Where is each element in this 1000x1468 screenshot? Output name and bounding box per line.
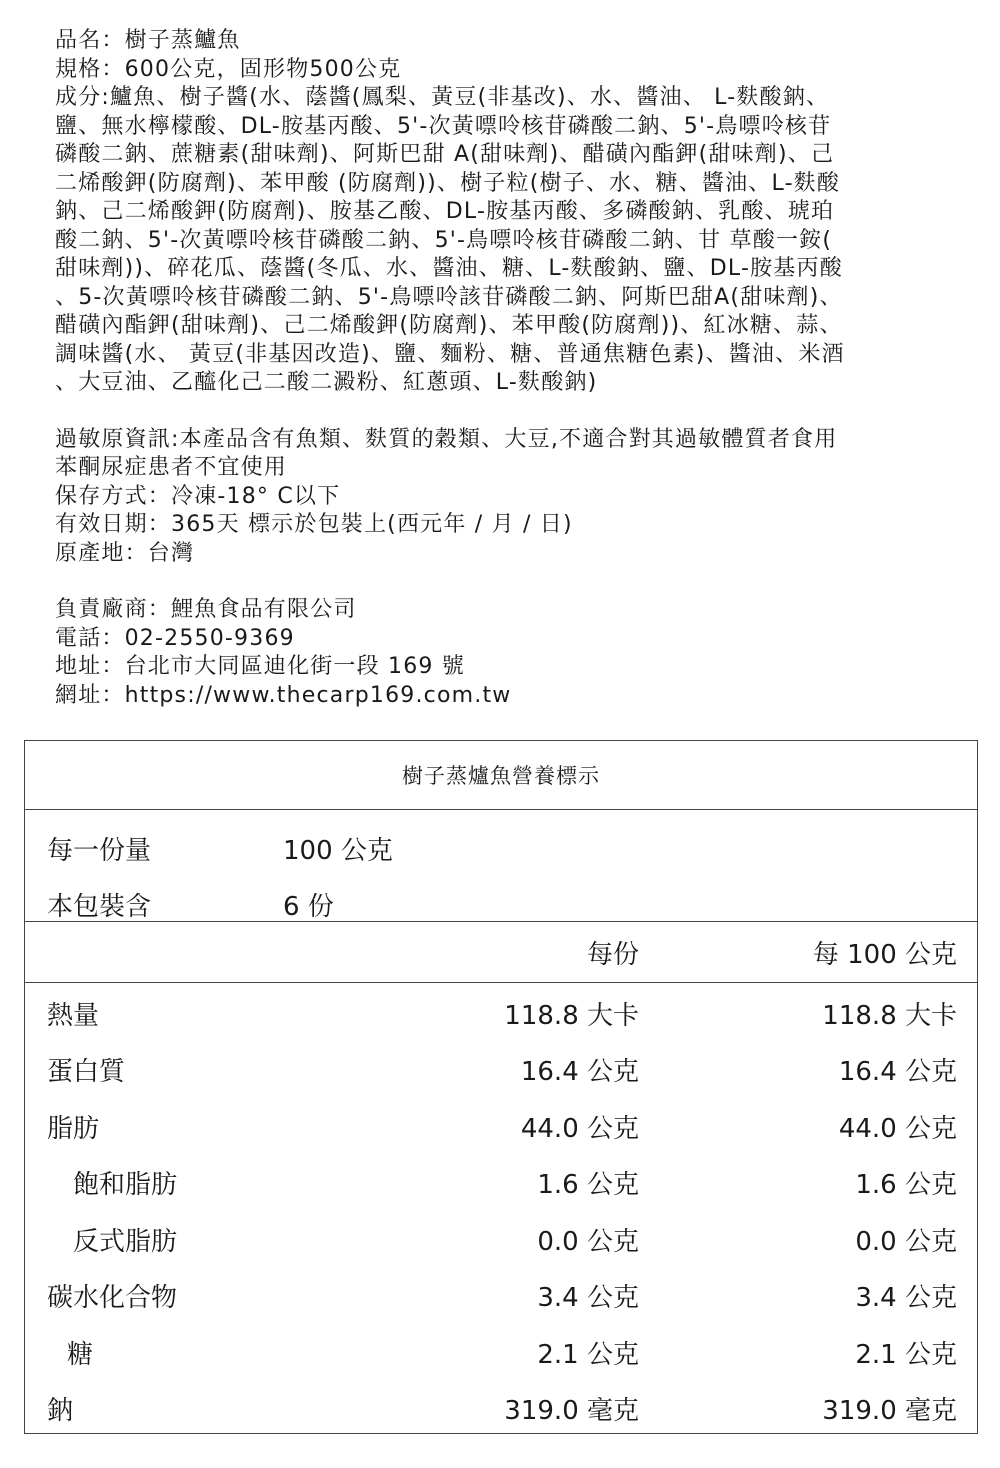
nutrient-per-serving: 319.0 毫克 (504, 1396, 639, 1427)
ingredients-line: 酸二鈉、5'-次黃嘌呤核苷磷酸二鈉、5'-鳥嘌呤核苷磷酸二鈉、甘 草酸一銨( (55, 227, 833, 253)
pku-warning-line: 苯酮尿症患者不宜使用 (55, 455, 288, 480)
nutrient-per-serving: 1.6 公克 (537, 1170, 639, 1201)
nutrient-name: 飽和脂肪 (73, 1170, 178, 1201)
nutrient-per-serving: 118.8 大卡 (504, 1000, 639, 1031)
nutrient-name: 脂肪 (47, 1113, 100, 1144)
nutrient-per-100g: 2.1 公克 (855, 1339, 957, 1370)
nutrient-per-100g: 3.4 公克 (855, 1283, 957, 1314)
nutrient-per-100g: 44.0 公克 (838, 1113, 957, 1144)
product-info (55, 27, 960, 710)
ingredients-line: 磷酸二鈉、蔗糖素(甜味劑)、阿斯巴甜 A(甜味劑)、醋磺內酯鉀(甜味劑)、己 (55, 142, 835, 167)
servings-per-package-label: 本包裝含 (47, 891, 152, 922)
spacer (55, 398, 960, 426)
ingredients-line: 、大豆油、乙醯化己二酸二澱粉、紅蔥頭、L-麩酸鈉) (55, 370, 598, 395)
ingredients-line: 成分:鱸魚、樹子醬(水、蔭醬(鳳梨、黃豆(非基改)、水、醬油、 L-麩酸鈉、 (55, 85, 830, 110)
nutrient-per-100g: 16.4 公克 (838, 1057, 957, 1088)
nutrient-name: 糖 (67, 1339, 94, 1370)
nutrient-name: 反式脂肪 (73, 1226, 178, 1257)
serving-size-label: 每一份量 (47, 835, 152, 866)
table-row (25, 1268, 977, 1325)
serving-info (25, 810, 977, 922)
nutrient-rows (25, 983, 977, 1437)
nutrient-per-100g: 1.6 公克 (855, 1170, 957, 1201)
nutrient-name: 鈉 (47, 1396, 74, 1427)
manufacturer-line: 負責廠商：鯉魚食品有限公司 (55, 597, 357, 622)
ingredients-line: 、5-次黃嘌呤核苷磷酸二鈉、5'-鳥嘌呤該苷磷酸二鈉、阿斯巴甜A(甜味劑)、 (55, 284, 843, 310)
table-row (25, 1155, 977, 1212)
nutrient-name: 碳水化合物 (47, 1283, 178, 1314)
ingredients-line: 鈉、己二烯酸鉀(防腐劑)、胺基乙酸、DL-胺基丙酸、多磷酸鈉、乳酸、琥珀 (55, 199, 835, 224)
nutrient-per-serving: 3.4 公克 (537, 1283, 639, 1314)
nutrient-name: 熱量 (47, 1000, 100, 1031)
nutrient-per-100g: 118.8 大卡 (822, 1000, 957, 1031)
serving-size-row (25, 820, 977, 876)
origin-line: 原產地：台灣 (55, 540, 195, 566)
spec-line: 規格：600公克，固形物500公克 (55, 56, 402, 82)
ingredients-line: 醋磺內酯鉀(甜味劑)、己二烯酸鉀(防腐劑)、苯甲酸(防腐劑))、紅冰糖、蒜、 (55, 313, 843, 338)
column-header-per-100g: 每 100 公克 (812, 939, 957, 970)
table-row (25, 1098, 977, 1155)
address-line: 地址：台北市大同區迪化街一段 169 號 (55, 654, 465, 679)
table-row (25, 1324, 977, 1381)
ingredients-line: 二烯酸鉀(防腐劑)、苯甲酸 (防腐劑))、樹子粒(樹子、水、糖、醬油、L-麩酸 (55, 170, 841, 196)
expiry-line: 有效日期：365天 標示於包裝上(西元年 / 月 / 日) (55, 512, 573, 537)
nutrient-per-100g: 319.0 毫克 (822, 1396, 957, 1427)
spacer (55, 568, 960, 596)
column-header-row (25, 922, 977, 983)
website-line: 網址：https://www.thecarp169.com.tw (55, 682, 512, 708)
phone-line: 電話：02-2550-9369 (55, 625, 295, 651)
nutrient-per-serving: 16.4 公克 (520, 1057, 639, 1088)
allergen-line: 過敏原資訊:本產品含有魚類、麩質的穀類、大豆,不適合對其過敏體質者食用 (55, 426, 838, 452)
servings-per-package-value: 6 份 (283, 891, 334, 922)
nutrient-name: 蛋白質 (47, 1057, 126, 1088)
ingredients-line: 甜味劑))、碎花瓜、蔭醬(冬瓜、水、醬油、糖、L-麩酸鈉、鹽、DL-胺基丙酸 (55, 256, 843, 281)
table-row (25, 985, 977, 1042)
nutrient-per-100g: 0.0 公克 (855, 1226, 957, 1257)
ingredients-line: 鹽、無水檸檬酸、DL-胺基丙酸、5'-次黃嘌呤核苷磷酸二鈉、5'-鳥嘌呤核苷 (55, 113, 832, 139)
serving-size-value: 100 公克 (283, 835, 393, 866)
table-row (25, 1211, 977, 1268)
nutrient-per-serving: 2.1 公克 (537, 1339, 639, 1370)
table-row (25, 1381, 977, 1438)
ingredients-line: 調味醬(水、 黃豆(非基因改造)、鹽、麵粉、糖、普通焦糖色素)、醬油、米酒 (55, 341, 845, 367)
product-name-line: 品名：樹子蒸鱸魚 (55, 28, 241, 53)
nutrient-per-serving: 44.0 公克 (520, 1113, 639, 1144)
nutrition-table-title: 樹子蒸爐魚營養標示 (25, 741, 977, 810)
nutrient-per-serving: 0.0 公克 (537, 1226, 639, 1257)
table-row (25, 1042, 977, 1099)
column-header-per-serving: 每份 (586, 939, 639, 970)
storage-line: 保存方式：冷凍-18° C以下 (55, 483, 341, 509)
nutrition-table (24, 740, 978, 1434)
